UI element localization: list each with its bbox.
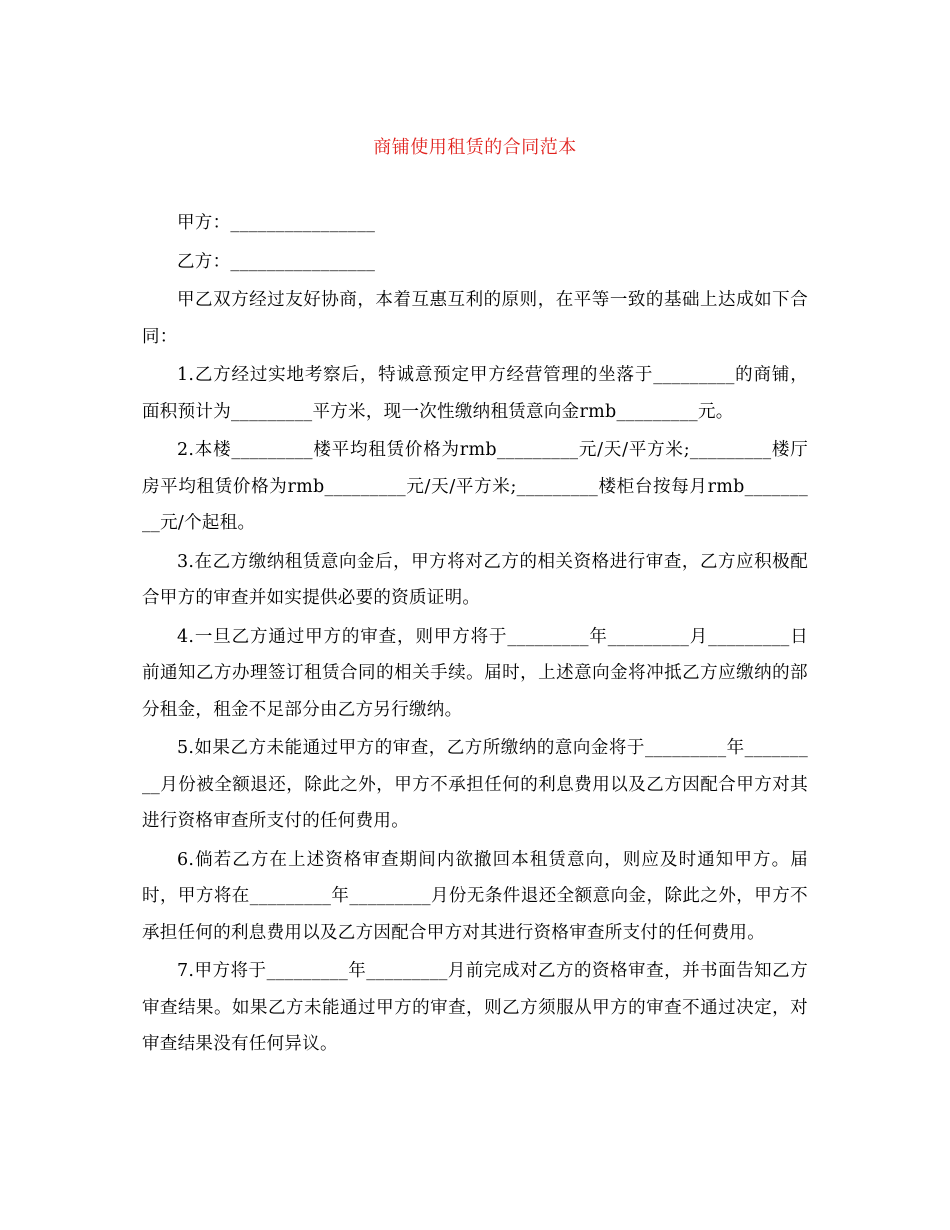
clause-5: 5.如果乙方未能通过甲方的审查，乙方所缴纳的意向金将于_________年_________月份被全额退还，除此之外，甲方不承担任何的利息费用以及乙方因配合甲方对其进行资格审查所支付的任何费用。 — [142, 738, 808, 831]
preamble-paragraph: 甲乙双方经过友好协商，本着互惠互利的原则，在平等一致的基础上达成如下合同： — [142, 290, 808, 347]
party-a-line: 甲方：________________ — [177, 213, 376, 233]
clause-4: 4.一旦乙方通过甲方的审查，则甲方将于_________年_________月_________日前通知乙方办理签订租赁合同的相关手续。届时，上述意向金将冲抵乙方应缴纳的部分租金，租金不足部分由乙方另行缴纳。 — [142, 626, 808, 720]
clause-7: 7.甲方将于_________年_________月前完成对乙方的资格审查，并书面告知乙方审查结果。如果乙方未能通过甲方的审查，则乙方须服从甲方的审查不通过决定，对审查结果没有任何异议。 — [142, 961, 808, 1054]
clause-1: 1.乙方经过实地考察后，特诚意预定甲方经营管理的坐落于_________的商铺，面积预计为_________平方米，现一次性缴纳租赁意向金rmb_________元。 — [142, 365, 808, 422]
party-b-line: 乙方：________________ — [177, 251, 376, 272]
clause-6: 6.倘若乙方在上述资格审查期间内欲撤回本租赁意向，则应及时通知甲方。届时，甲方将在_________年_________月份无条件退还全额意向金，除此之外，甲方不承担任何的利息费用以及乙方因配合甲方对其进行资格审查所支付的任何费用。 — [142, 849, 808, 943]
document-title: 商铺使用租赁的合同范本 — [373, 137, 577, 158]
clause-2: 2.本楼_________楼平均租赁价格为rmb_________元/天/平方米;_________楼厅房平均租赁价格为rmb_________元/天/平方米;_________楼柜台按每月rmb_________元/个起租。 — [142, 440, 808, 533]
clause-3: 3.在乙方缴纳租赁意向金后，甲方将对乙方的相关资格进行审查，乙方应积极配合甲方的审查并如实提供必要的资质证明。 — [142, 551, 808, 608]
document-body — [142, 205, 808, 1065]
